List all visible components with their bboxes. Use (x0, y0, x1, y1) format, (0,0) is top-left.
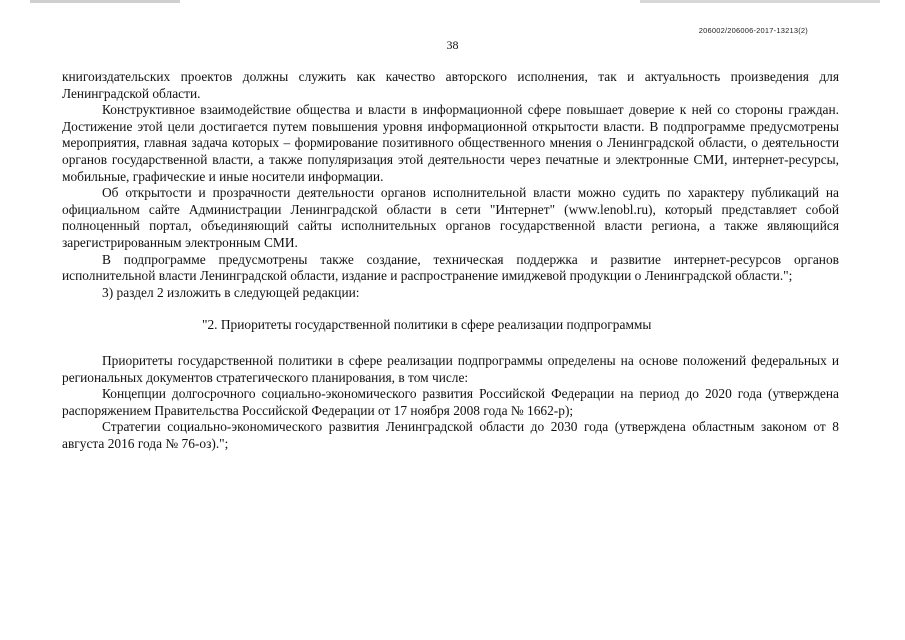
paragraph: Конструктивное взаимодействие общества и власти в информационной сфере повышает доверие к ней со стороны граждан. Достижение этой цели достигается путем повышения уровня информационной открытости власти. В подпрограмме предусмотрены мероприятия, главная задача которых – формирование позитивного общественного мнения о Ленинградской области, о деятельности органов государственной власти, а также популяризация этой деятельности через печатные и электронные СМИ, интернет-ресурсы, мобильные, графические и иные носители информации. (62, 102, 839, 184)
paragraph: Об открытости и прозрачности деятельности органов исполнительной власти можно судить по характеру публикаций на официальном сайте Администрации Ленинградской области в сети "Интернет" (www.lenobl.ru), который представляет собой полноценный портал, объединяющий сайты исполнительных органов государственной власти региона, а также являющийся зарегистрированным электронным СМИ. (62, 185, 839, 250)
scan-top-edge (0, 0, 905, 3)
page-number: 38 (446, 38, 459, 52)
paragraph: 3) раздел 2 изложить в следующей редакции: (102, 284, 360, 300)
paragraph: Концепции долгосрочного социально-экономического развития Российской Федерации на период до 2020 года (утверждена распоряжением Правительства Российской Федерации от 17 ноября 2008 года № 1662-р); (62, 386, 839, 418)
section-heading: "2. Приоритеты государственной политики в сфере реализации подпрограммы (202, 317, 652, 333)
paragraph: В подпрограмме предусмотрены также создание, техническая поддержка и развитие интернет-ресурсов органов исполнительной власти Ленинградской области, издание и распространение имиджевой продукции о Ленинградской области."; (62, 251, 839, 284)
paragraph: Стратегии социально-экономического развития Ленинградской области до 2030 года (утверждена областным законом от 8 августа 2016 года № 76-оз)."; (62, 419, 839, 451)
paragraph-continuation: книгоиздательских проектов должны служить как качество авторского исполнения, так и актуальность произведения для Ленинградской области. (62, 69, 839, 101)
paragraph: Приоритеты государственной политики в сфере реализации подпрограммы определены на основе положений федеральных и региональных документов стратегического планирования, в том числе: (62, 352, 839, 385)
document-body (62, 69, 839, 452)
document-id: 206002/206006-2017-13213(2) (698, 26, 808, 35)
